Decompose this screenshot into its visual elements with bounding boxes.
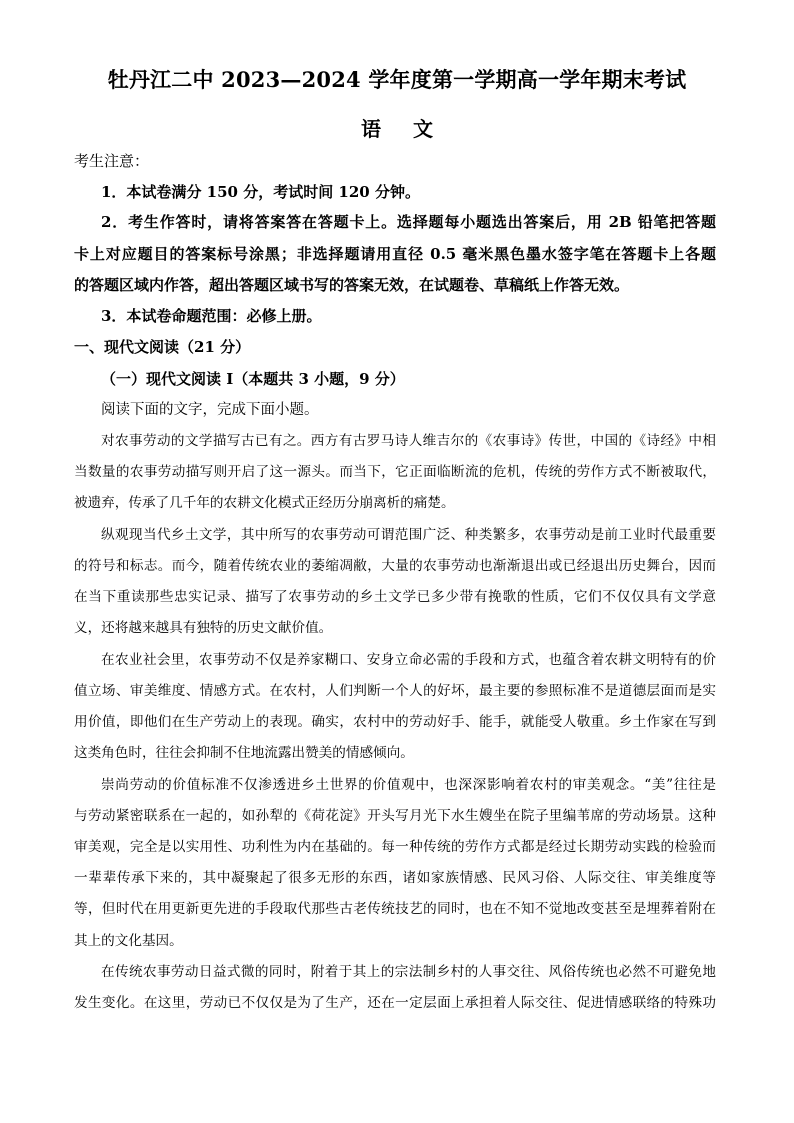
passage-line: 发生变化。在这里，劳动已不仅仅是为了生产，还在一定层面上承担着人际交往、促进情感联络的特殊功 [74, 995, 716, 1011]
reading-instruction: 阅读下面的文字，完成下面小题。 [101, 402, 319, 418]
passage-line: 义，还将越来越具有独特的历史文献价值。 [74, 620, 333, 636]
passage-line: 的符号和标志。而今，随着传统农业的萎缩凋敝，大量的农事劳动也渐渐退出或已经退出历史舞台，因而 [74, 558, 716, 574]
passage-line: 与劳动紧密联系在一起的，如孙犁的《荷花淀》开头写月光下水生嫂坐在院子里编苇席的劳动场景。这种 [74, 808, 716, 824]
passage-line: 这类角色时，往往会抑制不住地流露出赞美的情感倾向。 [74, 745, 414, 761]
passage-line: 用价值，即他们在生产劳动上的表现。确实，农村中的劳动好手、能手，就能受人敬重。乡土作家在写到 [74, 714, 716, 730]
section-heading: 一、现代文阅读（21 分） [74, 338, 251, 356]
passage-line: 其上的文化基因。 [74, 933, 183, 949]
passage-line: 在传统农事劳动日益式微的同时，附着于其上的宗法制乡村的人事交往、风俗传统也必然不可避免地 [101, 964, 716, 980]
notice-item-1: 1．本试卷满分 150 分，考试时间 120 分钟。 [101, 183, 420, 201]
notice-item-2-line-2: 卡上对应题目的答案标号涂黑；非选择题请用直径 0.5 毫米黑色墨水签字笔在答题卡上各题 [74, 245, 716, 263]
exam-title: 牡丹江二中 2023—2024 学年度第一学期高一学年期末考试 [107, 67, 687, 92]
passage-line: 值立场、审美维度、情感方式。在农村，人们判断一个人的好坏，最主要的参照标准不是道德层面而是实 [74, 683, 716, 699]
subsection-heading: （一）现代文阅读 I（本题共 3 小题，9 分） [101, 370, 405, 388]
subject-title: 语文 [361, 117, 465, 141]
passage-line: 对农事劳动的文学描写古已有之。西方有古罗马诗人维吉尔的《农事诗》传世，中国的《诗经》中相 [101, 433, 716, 449]
notice-heading: 考生注意： [74, 152, 150, 170]
passage-line: 在农业社会里，农事劳动不仅是养家糊口、安身立命必需的手段和方式，也蕴含着农耕文明特有的价 [101, 652, 716, 668]
notice-item-3: 3．本试卷命题范围：必修上册。 [101, 307, 322, 325]
passage-line: 崇尚劳动的价值标准不仅渗透进乡土世界的价值观中，也深深影响着农村的审美观念。“美”往往是 [101, 777, 716, 793]
passage-line: 在当下重读那些忠实记录、描写了农事劳动的乡土文学已多少带有挽歌的性质，它们不仅仅具有文学意 [74, 589, 716, 605]
passage-line: 当数量的农事劳动描写则开启了这一源头。而当下，它正面临断流的危机，传统的劳作方式不断被取代， [74, 464, 716, 480]
passage-line: 纵观现当代乡土文学，其中所写的农事劳动可谓范围广泛、种类繁多，农事劳动是前工业时代最重要 [101, 527, 716, 543]
passage-line: 等，但时代在用更新更先进的手段取代那些古老传统技艺的同时，也在不知不觉地改变甚至是埋葬着附在 [74, 901, 716, 917]
passage-line: 审美观，完全是以实用性、功利性为内在基础的。每一种传统的劳作方式都是经过长期劳动实践的检验而 [74, 839, 716, 855]
notice-item-2-line-3: 的答题区域内作答，超出答题区域书写的答案无效，在试题卷、草稿纸上作答无效。 [74, 276, 630, 294]
passage-line: 被遗弃，传承了几千年的农耕文化模式正经历分崩离析的痛楚。 [74, 495, 455, 511]
notice-item-2-line-1: 2．考生作答时，请将答案答在答题卡上。选择题每小题选出答案后，用 2B 铅笔把答题 [101, 213, 716, 231]
passage-line: 一辈辈传承下来的，其中凝聚起了很多无形的东西，诸如家族情感、民风习俗、人际交往、审美维度等 [74, 870, 716, 886]
